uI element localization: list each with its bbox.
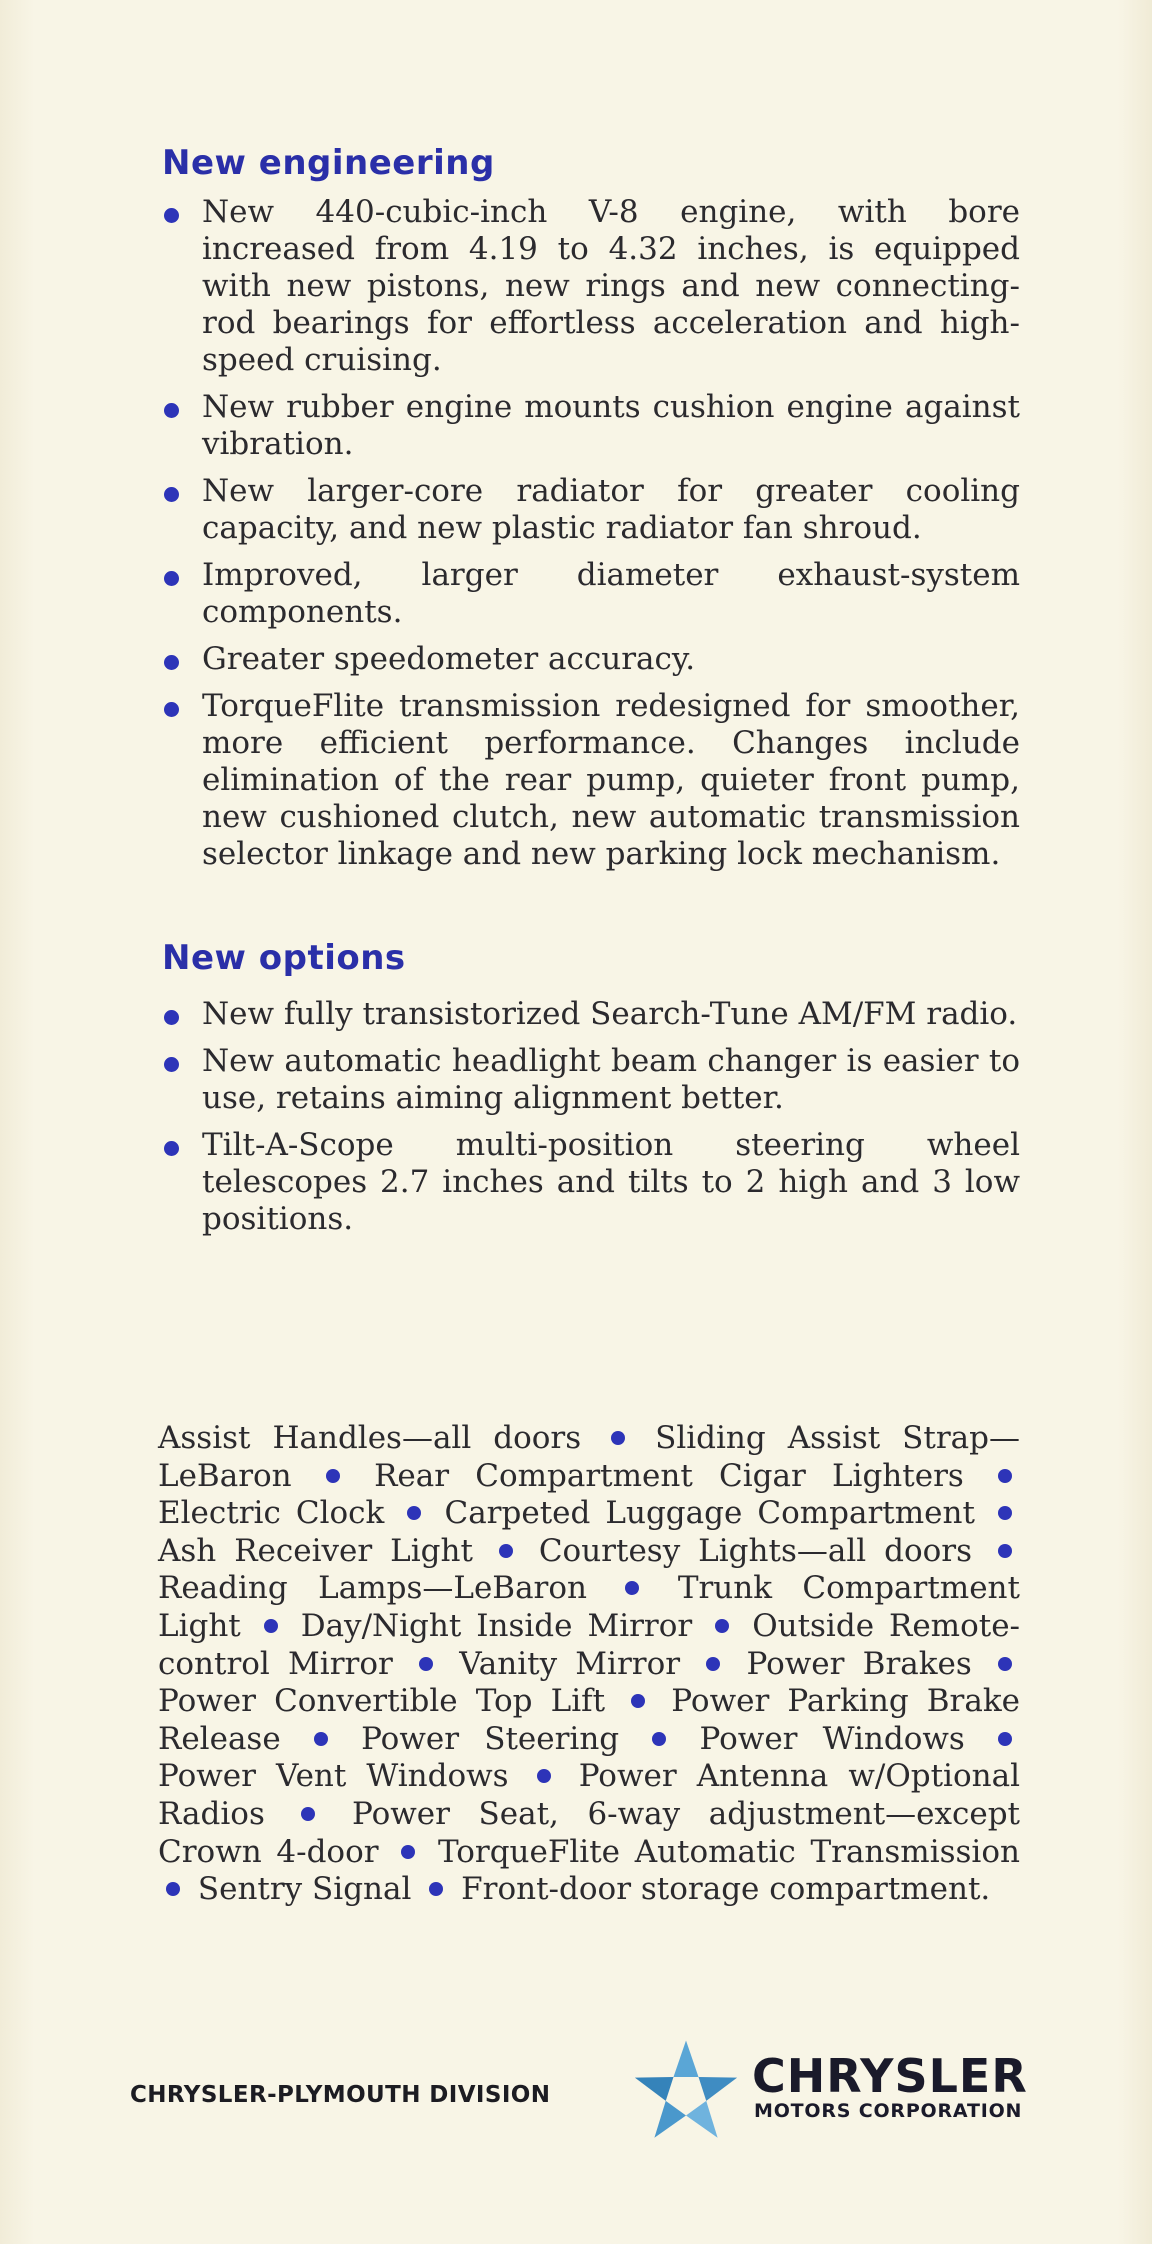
bullet-icon <box>706 1657 720 1671</box>
bullet-icon <box>314 1732 328 1746</box>
list-item-text: New fully transistorized Search-Tune AM/FM radio. <box>202 996 1018 1032</box>
bullet-icon <box>407 1506 421 1520</box>
options-list <box>160 996 1020 1248</box>
brand-block <box>752 2049 1028 2122</box>
bullet-icon <box>998 1506 1012 1520</box>
equipment-item: TorqueFlite Automatic Transmission <box>437 1833 1020 1870</box>
equipment-item: Sliding Assist Strap—LeBaron <box>158 1420 1021 1494</box>
list-item <box>160 688 1020 873</box>
bullet-icon <box>164 1141 179 1156</box>
list-item-text: New rubber engine mounts cushion engine against vibration. <box>202 389 1020 462</box>
equipment-item: Power Steering <box>361 1720 620 1757</box>
division-label: CHRYSLER-PLYMOUTH DIVISION <box>130 2082 551 2108</box>
list-item-text: New automatic headlight beam changer is easier to use, retains aiming alignment better. <box>202 1043 1020 1116</box>
bullet-icon <box>537 1769 551 1783</box>
equipment-item: Carpeted Luggage Compartment <box>444 1495 975 1532</box>
bullet-icon <box>998 1469 1012 1483</box>
bullet-icon <box>164 208 179 223</box>
list-item <box>160 473 1020 547</box>
list-item <box>160 641 1020 678</box>
equipment-item: Power Windows <box>699 1720 965 1757</box>
list-item <box>160 1127 1020 1238</box>
equipment-item: Power Brakes <box>746 1645 972 1682</box>
bullet-icon <box>998 1657 1012 1671</box>
equipment-item: Sentry Signal <box>197 1871 412 1908</box>
equipment-item: Day/Night Inside Mirror <box>300 1607 693 1644</box>
list-item-text: Greater speedometer accuracy. <box>202 641 696 677</box>
bullet-icon <box>401 1845 415 1859</box>
bullet-icon <box>164 571 179 586</box>
equipment-item: Outside Remote-control Mirror <box>158 1607 1021 1682</box>
engineering-heading: New engineering <box>162 143 495 183</box>
bullet-icon <box>499 1544 513 1558</box>
equipment-item: Courtesy Lights—all doors <box>538 1532 973 1569</box>
bullet-icon <box>164 403 179 418</box>
equipment-item: Front-door storage compartment. <box>461 1871 991 1908</box>
bullet-icon <box>164 487 179 502</box>
list-item <box>160 389 1020 463</box>
pentastar-icon <box>630 2036 742 2148</box>
equipment-item: Ash Receiver Light <box>158 1532 473 1569</box>
bullet-icon <box>164 1010 179 1025</box>
bullet-icon <box>326 1469 340 1483</box>
list-item-text: New larger-core radiator for greater cooling capacity, and new plastic radiator fan shroud. <box>202 473 1020 546</box>
bullet-icon <box>264 1619 278 1633</box>
equipment-item: Reading Lamps—LeBaron <box>158 1570 587 1607</box>
bullet-icon <box>164 1057 179 1072</box>
brand-name: CHRYSLER <box>752 2049 1028 2103</box>
equipment-item: Vanity Mirror <box>459 1645 681 1682</box>
bullet-icon <box>611 1431 625 1445</box>
list-item <box>160 194 1020 379</box>
equipment-item: Trunk Compartment Light <box>158 1570 1020 1644</box>
list-item <box>160 1043 1020 1117</box>
bullet-icon <box>301 1807 315 1821</box>
brand-corporation: MOTORS CORPORATION <box>754 2100 1023 2122</box>
bullet-icon <box>164 702 179 717</box>
equipment-item: Rear Compartment Cigar Lighters <box>374 1457 964 1494</box>
equipment-item: Electric Clock <box>158 1495 385 1532</box>
list-item-text: TorqueFlite transmission redesigned for smoother, more efficient performance. Changes include elimination of the rear pump, quieter front pump, new cushioned clutch, new automatic transmission selector linkage and new parking lock mechanism. <box>202 688 1020 872</box>
bullet-icon <box>625 1581 639 1595</box>
pentastar-logo <box>635 2040 737 2137</box>
bullet-icon <box>419 1657 433 1671</box>
list-item-text: New 440-cubic-inch V-8 engine, with bore increased from 4.19 to 4.32 inches, is equipped with new pistons, new rings and new connecting-rod bearings for effortless acceleration and high-speed cruising. <box>202 194 1020 378</box>
equipment-item: Power Vent Windows <box>158 1758 509 1795</box>
equipment-item: Assist Handles—all doors <box>158 1420 582 1456</box>
bullet-icon <box>998 1732 1012 1746</box>
list-item <box>160 557 1020 631</box>
list-item <box>160 996 1020 1033</box>
list-item-text: Tilt-A-Scope multi-position steering wheel telescopes 2.7 inches and tilts to 2 high and 3 low positions. <box>202 1127 1020 1237</box>
bullet-icon <box>652 1732 666 1746</box>
bullet-icon <box>429 1882 443 1896</box>
list-item-text: Improved, larger diameter exhaust-system components. <box>202 557 1020 630</box>
equipment-paragraph <box>158 1420 1020 1909</box>
bullet-icon <box>998 1544 1012 1558</box>
options-heading: New options <box>162 938 406 978</box>
bullet-icon <box>631 1694 645 1708</box>
bullet-icon <box>715 1619 729 1633</box>
equipment-item: Power Parking Brake Release <box>158 1683 1020 1757</box>
equipment-item: Power Antenna w/Optional Radios <box>158 1758 1020 1832</box>
equipment-item: Power Convertible Top Lift <box>158 1683 606 1720</box>
equipment-item: Power Seat, 6-way adjustment—except Crown 4-door <box>158 1795 1021 1870</box>
bullet-icon <box>166 1882 180 1896</box>
engineering-list <box>160 194 1020 883</box>
bullet-icon <box>164 655 179 670</box>
